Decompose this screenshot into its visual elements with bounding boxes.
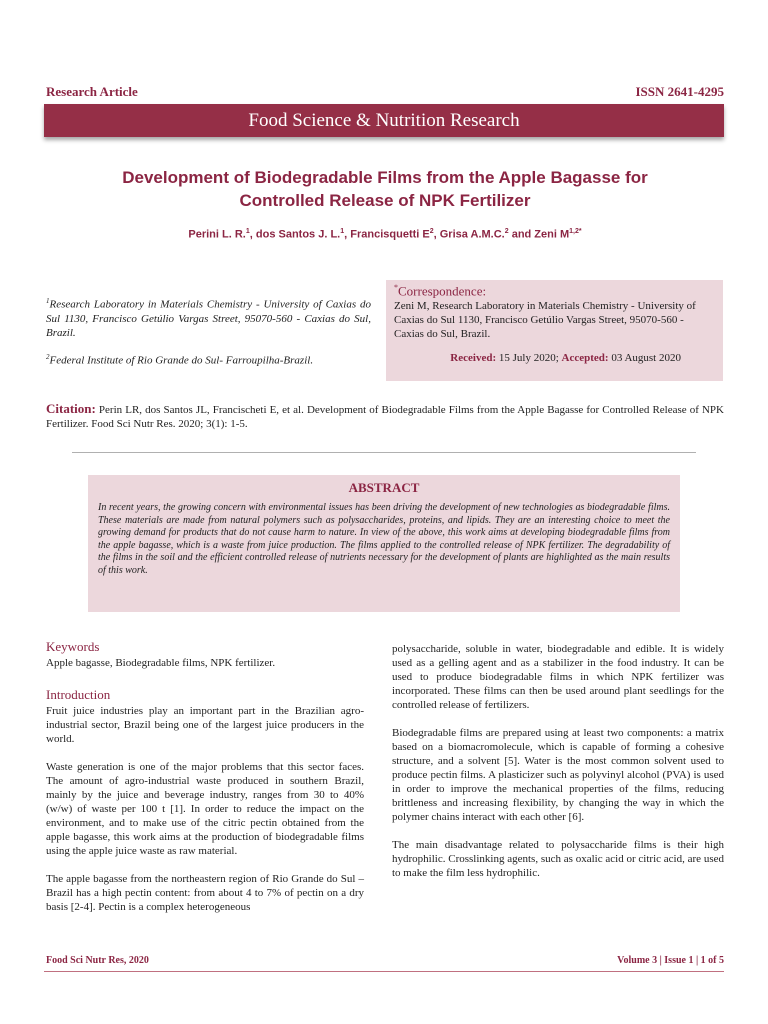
footer-journal: Food Sci Nutr Res, 2020 bbox=[46, 955, 149, 966]
dates-line bbox=[394, 352, 715, 364]
author-affil-mark: 1 bbox=[340, 228, 345, 235]
issn: ISSN 2641-4295 bbox=[635, 84, 724, 99]
affiliation-mark: 2 bbox=[46, 353, 50, 361]
body-paragraph: The main disadvantage related to polysaccharide films is their high hydrophilic. Crosslinking agents, such as oxalic acid or citric acid, are used to make the film less hydrophilic. bbox=[392, 839, 724, 879]
correspondence-heading-text: Correspondence: bbox=[398, 283, 487, 299]
accepted-label: Accepted: bbox=[561, 352, 609, 365]
right-column bbox=[392, 642, 724, 894]
author: and Zeni M bbox=[508, 228, 570, 241]
author-list bbox=[60, 228, 710, 241]
intro-paragraph: Fruit juice industries play an important part in the Brazilian agro-industrial sector, Brazil being one of the largest juice producers in the world. bbox=[46, 705, 364, 745]
affiliation-mark: 1 bbox=[46, 297, 50, 305]
affiliation-1 bbox=[46, 294, 371, 340]
title-line-2: Controlled Release of NPK Fertilizer bbox=[239, 191, 531, 210]
journal-banner: Food Science & Nutrition Research bbox=[44, 104, 724, 137]
title-line-1: Development of Biodegradable Films from the Apple Bagasse for bbox=[122, 168, 648, 187]
author: , Francisquetti E bbox=[344, 228, 430, 241]
keywords-text: Apple bagasse, Biodegradable films, NPK fertilizer. bbox=[46, 657, 276, 669]
intro-paragraph: The apple bagasse from the northeastern region of Rio Grande do Sul – Brazil has a high pectin content: from about 4 to 7% of pectin on a dry basis [2-4]. Pectin is a complex heterogeneous bbox=[46, 873, 364, 913]
footer-divider bbox=[44, 971, 724, 972]
introduction-heading: Introduction bbox=[46, 687, 111, 702]
citation-text: Perin LR, dos Santos JL, Francischeti E, et al. Development of Biodegradable Films from the Apple Bagasse for Controlled Release of NPK Fertilizer. Food Sci Nutr Res. 2020; 3(1): 1-5. bbox=[46, 404, 724, 430]
correspondence-text: Zeni M, Research Laboratory in Materials Chemistry - University of Caxias do Sul 1130, Francisco Getúlio Vargas Street, 95070-560 - Caxias do Sul, Brazil. bbox=[394, 300, 696, 341]
divider bbox=[72, 452, 696, 453]
correspondence-heading bbox=[394, 283, 715, 299]
citation-label: Citation: bbox=[46, 401, 96, 416]
author: Perini L. R. bbox=[188, 228, 246, 241]
abstract-box bbox=[88, 475, 680, 612]
correspondence-mark: * bbox=[394, 283, 398, 292]
body-paragraph: Biodegradable films are prepared using at least two components: a matrix based on a biomacromolecule, which is capable of forming a cohesive structure, and a solvent [5]. Water is the most common solvent used to produce pectin films. A plasticizer such as polyvinyl alcohol (PVA) is used in order to improve the mechanical properties of the films, reducing brittleness and increasing flexibility, by changing the way in which the polymer chains interact with each other [6]. bbox=[392, 727, 724, 823]
accepted-date: 03 August 2020 bbox=[608, 352, 681, 365]
body-paragraph: polysaccharide, soluble in water, biodegradable and edible. It is widely used as a gelling agent and as a stabilizer in the food industry. It can be used to produce biodegradable films in which NPK fertilizer was incorporated. These films can then be used around plant seedlings for the controlled release of fertilizers. bbox=[392, 643, 724, 711]
affiliation-text: Federal Institute of Rio Grande do Sul- Farroupilha-Brazil. bbox=[49, 354, 314, 367]
abstract-heading: ABSTRACT bbox=[348, 480, 420, 495]
footer-pagination: Volume 3 | Issue 1 | 1 of 5 bbox=[617, 955, 724, 966]
paper-title bbox=[60, 166, 710, 212]
article-type: Research Article bbox=[46, 84, 138, 99]
keywords-heading: Keywords bbox=[46, 639, 100, 654]
author: , Grisa A.M.C. bbox=[433, 228, 505, 241]
affiliation-2 bbox=[46, 350, 371, 368]
author-affil-mark: 1 bbox=[245, 228, 250, 235]
author-affil-mark: 2 bbox=[429, 228, 434, 235]
received-date: 15 July 2020; bbox=[496, 352, 562, 365]
author-affil-mark: 1,2* bbox=[569, 228, 582, 235]
citation bbox=[46, 402, 724, 431]
author-affil-mark: 2 bbox=[504, 228, 509, 235]
correspondence-box bbox=[386, 280, 723, 381]
abstract-text: In recent years, the growing concern with environmental issues has been driving the development of new technologies as biodegradable films. These materials are made from natural polymers such as polysaccharides, proteins, and lipids. They are an interesting choice to meet the growing demand for products that do not cause harm to nature. In view of the above, this work aims at developing biodegradable films from the apple bagasse, which is a waste from juice production. The films applied to the controlled release of NPK fertilizer. The degradability of the films in the soil and the efficient controlled release of nutrients necessary for the development of plants are highlighted as the main results of this work. bbox=[98, 502, 670, 576]
affiliation-text: Research Laboratory in Materials Chemistry - University of Caxias do Sul 1130, Francisco Getúlio Vargas Street, 95070-560 - Caxias do Sul, Brazil. bbox=[46, 298, 371, 339]
intro-paragraph: Waste generation is one of the major problems that this sector faces. The amount of agro-industrial waste produced in southern Brazil, mainly by the juice and beverage industry, ranges from 30 to 40% (w/w) of waste per 100 t [1]. In order to reduce the impact on the environment, and to make use of the citric pectin obtained from the apple bagasse, this work aims at the production of biodegradable films using the apple juice waste as raw material. bbox=[46, 761, 364, 857]
left-column bbox=[46, 640, 364, 928]
received-label: Received: bbox=[450, 352, 497, 365]
author: , dos Santos J. L. bbox=[249, 228, 341, 241]
